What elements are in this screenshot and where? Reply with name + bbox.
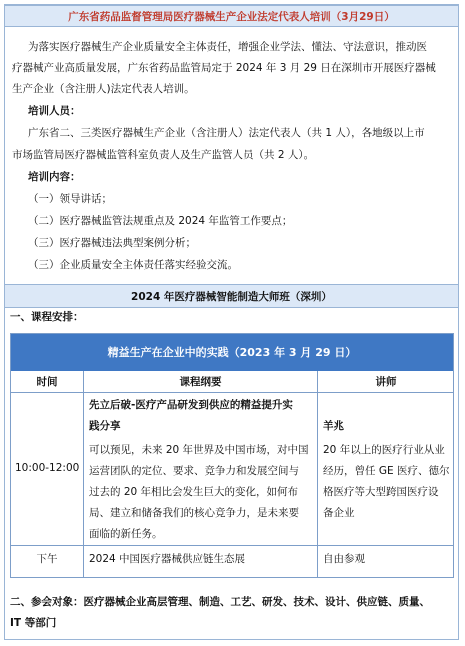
content-item-4: （三）企业质量安全主体责任落实经验交流。 <box>28 259 238 271</box>
intro-line-1: 为落实医疗器械生产企业质量安全主体责任，增强企业学法、懂法、守法意识，推动医 <box>28 41 427 53</box>
content-item-3: （三）医疗器械违法典型案例分析； <box>28 237 196 249</box>
trainees-line-2: 市场监管局医疗器械监管科室负责人及生产监管人员（共 2 人）。 <box>12 149 315 161</box>
col-header-time: 时间 <box>36 376 58 388</box>
row1-outline-body-1: 可以预见，未来 20 年世界及中国市场，对中国 <box>89 444 309 456</box>
table-divider <box>317 371 318 577</box>
lecturer-bio-2: 经历，曾任 GE 医疗、德尔 <box>323 465 450 477</box>
row1-outline-title-2: 践分享 <box>89 420 121 432</box>
section-attendees-line-2: IT 等部门 <box>10 617 57 629</box>
trainees-line-1: 广东省二、三类医疗器械生产企业（含注册人）法定代表人（共 1 人），各地级以上市 <box>28 127 425 139</box>
row2-lecturer: 自由参观 <box>323 553 365 565</box>
trainees-label: 培训人员： <box>28 105 81 117</box>
table-divider <box>11 392 453 393</box>
row1-outline-body-5: 面临的新任务。 <box>89 528 163 540</box>
row1-outline-body-2: 运营团队的定位、要求、竞争力和发展空间与 <box>89 465 299 477</box>
table-divider <box>83 371 84 577</box>
table-divider <box>11 545 453 546</box>
col-header-lecturer: 讲师 <box>375 376 397 388</box>
course-table <box>10 333 454 578</box>
training-header: 广东省药品监督管理局医疗器械生产企业法定代表人培训（3月29日） <box>5 5 458 27</box>
row2-outline: 2024 中国医疗器械供应链生态展 <box>89 553 246 565</box>
lecturer-bio-1: 20 年以上的医疗行业从业 <box>323 444 445 456</box>
section-course-schedule: 一、课程安排： <box>10 311 84 323</box>
lecturer-bio-4: 备企业 <box>323 507 355 519</box>
content-item-2: （二）医疗器械监管法规重点及 2024 年监管工作要点； <box>28 215 293 227</box>
row2-time: 下午 <box>36 553 58 565</box>
content-item-1: （一）领导讲话； <box>28 193 112 205</box>
col-header-outline: 课程纲要 <box>179 376 222 388</box>
row1-outline-body-3: 过去的 20 年相比会发生巨大的变化，如何布 <box>89 486 299 498</box>
section-attendees-line-1: 二、参会对象：医疗器械企业高层管理、制造、工艺、研发、技术、设计、供应链、质量、 <box>10 596 430 608</box>
row1-outline-body-4: 局、建立和储备我们的核心竞争力，是未来要 <box>89 507 299 519</box>
content-label: 培训内容： <box>28 171 81 183</box>
intro-line-2: 疗器械产业高质量发展，广东省药品监管局定于 2024 年 3 月 29 日在深圳市开展医疗器械 <box>12 62 436 74</box>
lecturer-bio-3: 格医疗等大型跨国医疗设 <box>323 486 439 498</box>
row1-time: 10:00-12:00 <box>15 462 80 474</box>
masterclass-header: 2024 年医疗器械智能制造大师班（深圳） <box>5 284 458 308</box>
course-title: 精益生产在企业中的实践（2023 年 3 月 29 日） <box>11 334 453 371</box>
row1-outline-title-1: 先立后破-医疗产品研发到供应的精益提升实 <box>89 399 293 411</box>
intro-line-3: 生产企业（含注册人)法定代表人培训。 <box>12 83 195 95</box>
lecturer-name: 羊兆 <box>323 420 344 432</box>
